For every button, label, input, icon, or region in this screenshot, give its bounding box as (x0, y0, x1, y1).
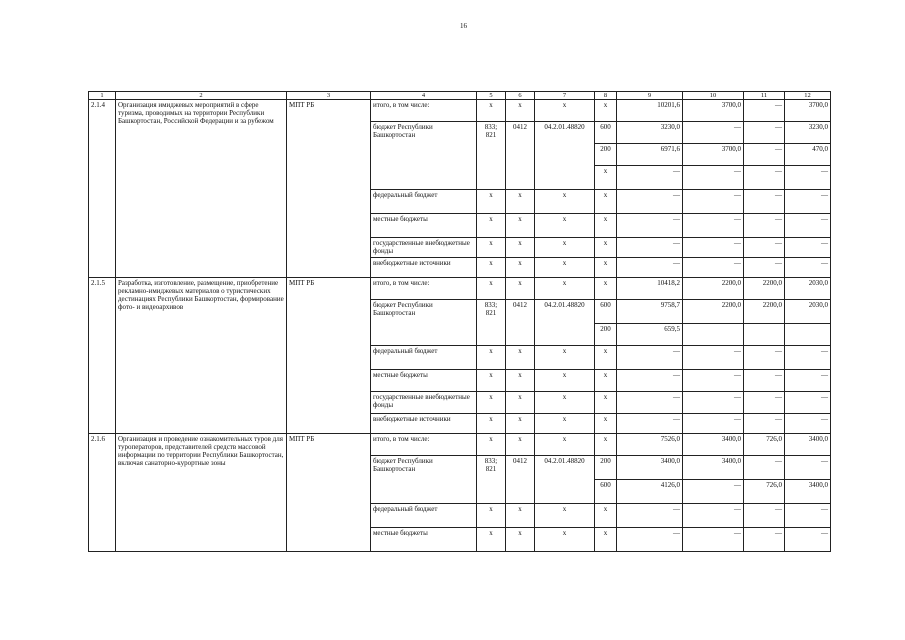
kbk-code: х (477, 258, 506, 278)
amount-year-2: 2200,0 (744, 278, 785, 300)
amount-year-1: 3400,0 (683, 456, 744, 480)
amount-year-3: — (785, 528, 831, 552)
funding-source: местные бюджеты (371, 214, 477, 238)
amount-year-1: — (683, 528, 744, 552)
budget-row (89, 434, 831, 456)
target-article: х (535, 214, 595, 238)
header-cell: 2 (116, 92, 287, 100)
funding-source: государственные внебюджетные фонды (371, 392, 477, 414)
section-code: х (506, 238, 535, 258)
kbk-code: х (477, 392, 506, 414)
amount-total: 3230,0 (617, 122, 683, 144)
amount-year-2: — (744, 100, 785, 122)
section-code: х (506, 370, 535, 392)
section-code: х (506, 258, 535, 278)
expense-type: х (595, 346, 617, 370)
kbk-code: х (477, 214, 506, 238)
amount-year-1: 2200,0 (683, 278, 744, 300)
expense-type: 600 (595, 300, 617, 324)
funding-source: итого, в том числе: (371, 100, 477, 122)
header-cell: 9 (617, 92, 683, 100)
expense-type: 600 (595, 122, 617, 144)
amount-total: 7526,0 (617, 434, 683, 456)
amount-total: — (617, 166, 683, 190)
funding-source: итого, в том числе: (371, 434, 477, 456)
amount-year-2: 2200,0 (744, 300, 785, 324)
amount-year-1: — (683, 392, 744, 414)
target-article: х (535, 370, 595, 392)
kbk-code: х (477, 434, 506, 456)
amount-year-1: — (683, 414, 744, 434)
header-cell: 3 (287, 92, 371, 100)
amount-year-3: — (785, 238, 831, 258)
target-article: 04.2.01.48820 (535, 456, 595, 504)
kbk-code: х (477, 414, 506, 434)
funding-source: государственные внебюджетные фонды (371, 238, 477, 258)
target-article: 04.2.01.48820 (535, 122, 595, 190)
amount-year-1: — (683, 480, 744, 504)
amount-year-1: 3700,0 (683, 144, 744, 166)
amount-year-1: — (683, 122, 744, 144)
amount-year-3 (785, 324, 831, 346)
target-article: х (535, 238, 595, 258)
amount-year-3: — (785, 504, 831, 528)
expense-type: х (595, 434, 617, 456)
section-code: х (506, 346, 535, 370)
target-article: х (535, 258, 595, 278)
amount-total: — (617, 370, 683, 392)
target-article: х (535, 346, 595, 370)
kbk-code: х (477, 190, 506, 214)
amount-total: — (617, 528, 683, 552)
amount-year-1: — (683, 190, 744, 214)
funding-source: местные бюджеты (371, 370, 477, 392)
amount-year-3: — (785, 414, 831, 434)
amount-year-3: 3400,0 (785, 480, 831, 504)
header-cell: 10 (683, 92, 744, 100)
activity-description: Организация и проведение ознакомительных туров для туроператоров, представителей средств массовой информации по территории Республики Башкортостан, включая санаторно-курортные зоны (116, 434, 287, 552)
amount-year-2: — (744, 214, 785, 238)
funding-source: бюджет Республики Башкортостан (371, 456, 477, 504)
amount-year-1: — (683, 504, 744, 528)
funding-source: федеральный бюджет (371, 504, 477, 528)
target-article: х (535, 528, 595, 552)
expense-type: х (595, 190, 617, 214)
amount-year-3: — (785, 392, 831, 414)
amount-total: 659,5 (617, 324, 683, 346)
amount-year-3: 2030,0 (785, 300, 831, 324)
budget-row (89, 100, 831, 122)
activity-number: 2.1.4 (89, 100, 116, 278)
executor: МПТ РБ (287, 100, 371, 278)
funding-source: федеральный бюджет (371, 190, 477, 214)
expense-type: х (595, 214, 617, 238)
amount-year-2: — (744, 258, 785, 278)
kbk-code: 833; 821 (477, 122, 506, 190)
amount-total: 3400,0 (617, 456, 683, 480)
header-row (89, 92, 831, 100)
amount-year-1 (683, 324, 744, 346)
amount-year-2 (744, 324, 785, 346)
header-cell: 7 (535, 92, 595, 100)
section-code: х (506, 504, 535, 528)
amount-year-1: — (683, 370, 744, 392)
header-cell: 5 (477, 92, 506, 100)
amount-year-1: — (683, 166, 744, 190)
kbk-code: х (477, 370, 506, 392)
kbk-code: 833; 821 (477, 456, 506, 504)
program-budget-table (88, 91, 831, 552)
header-cell: 6 (506, 92, 535, 100)
amount-year-2: — (744, 122, 785, 144)
amount-total: 4126,0 (617, 480, 683, 504)
amount-year-3: 2030,0 (785, 278, 831, 300)
funding-source: внебюджетные источники (371, 258, 477, 278)
funding-source: итого, в том числе: (371, 278, 477, 300)
expense-type: 200 (595, 324, 617, 346)
amount-year-3: — (785, 258, 831, 278)
section-code: 0412 (506, 300, 535, 346)
amount-total: 6971,6 (617, 144, 683, 166)
section-code: х (506, 100, 535, 122)
amount-year-2: 726,0 (744, 434, 785, 456)
expense-type: 600 (595, 480, 617, 504)
amount-year-2: — (744, 504, 785, 528)
activity-description: Организация имиджевых мероприятий в сфере туризма, проводимых на территории Республики Башкортостан, Российской Федерации и за рубежом (116, 100, 287, 278)
section-code: х (506, 214, 535, 238)
amount-year-1: — (683, 258, 744, 278)
expense-type: 200 (595, 456, 617, 480)
amount-total: — (617, 238, 683, 258)
amount-year-2: — (744, 456, 785, 480)
funding-source: федеральный бюджет (371, 346, 477, 370)
amount-year-3: — (785, 166, 831, 190)
expense-type: х (595, 166, 617, 190)
header-cell: 11 (744, 92, 785, 100)
activity-number: 2.1.6 (89, 434, 116, 552)
target-article: 04.2.01.48820 (535, 300, 595, 346)
amount-total: — (617, 392, 683, 414)
funding-source: бюджет Республики Башкортостан (371, 300, 477, 346)
amount-total: — (617, 190, 683, 214)
amount-total: — (617, 504, 683, 528)
amount-year-2: — (744, 238, 785, 258)
amount-year-3: — (785, 190, 831, 214)
amount-total: — (617, 346, 683, 370)
kbk-code: х (477, 278, 506, 300)
amount-year-3: 3230,0 (785, 122, 831, 144)
amount-year-2: — (744, 528, 785, 552)
target-article: х (535, 392, 595, 414)
amount-year-2: — (744, 166, 785, 190)
amount-year-3: 470,0 (785, 144, 831, 166)
amount-total: 10201,6 (617, 100, 683, 122)
expense-type: х (595, 392, 617, 414)
activity-description: Разработка, изготовление, размещение, приобретение рекламно-имиджевых материалов о туристических дестинациях Республики Башкортостан, формирование фото- и видеоархивов (116, 278, 287, 434)
target-article: х (535, 434, 595, 456)
amount-year-2: — (744, 370, 785, 392)
section-code: х (506, 278, 535, 300)
amount-total: — (617, 414, 683, 434)
amount-total: 10418,2 (617, 278, 683, 300)
amount-year-3: 3700,0 (785, 100, 831, 122)
amount-year-3: — (785, 370, 831, 392)
section-code: х (506, 434, 535, 456)
expense-type: 200 (595, 144, 617, 166)
expense-type: х (595, 238, 617, 258)
funding-source: бюджет Республики Башкортостан (371, 122, 477, 190)
amount-year-3: 3400,0 (785, 434, 831, 456)
amount-year-2: 726,0 (744, 480, 785, 504)
section-code: х (506, 528, 535, 552)
amount-total: 9758,7 (617, 300, 683, 324)
expense-type: х (595, 528, 617, 552)
expense-type: х (595, 100, 617, 122)
amount-year-1: — (683, 346, 744, 370)
kbk-code: х (477, 504, 506, 528)
amount-year-3: — (785, 214, 831, 238)
amount-year-1: 3700,0 (683, 100, 744, 122)
page-number: 16 (460, 22, 467, 30)
activity-number: 2.1.5 (89, 278, 116, 434)
header-cell: 1 (89, 92, 116, 100)
executor: МПТ РБ (287, 434, 371, 552)
section-code: 0412 (506, 122, 535, 190)
kbk-code: х (477, 100, 506, 122)
section-code: х (506, 414, 535, 434)
target-article: х (535, 100, 595, 122)
funding-source: местные бюджеты (371, 528, 477, 552)
target-article: х (535, 190, 595, 214)
amount-year-3: — (785, 346, 831, 370)
amount-year-1: 2200,0 (683, 300, 744, 324)
amount-year-3: — (785, 456, 831, 480)
funding-source: внебюджетные источники (371, 414, 477, 434)
amount-year-2: — (744, 392, 785, 414)
header-cell: 8 (595, 92, 617, 100)
amount-total: — (617, 214, 683, 238)
target-article: х (535, 504, 595, 528)
amount-year-1: — (683, 238, 744, 258)
executor: МПТ РБ (287, 278, 371, 434)
amount-year-2: — (744, 144, 785, 166)
kbk-code: х (477, 528, 506, 552)
expense-type: х (595, 370, 617, 392)
budget-row (89, 278, 831, 300)
amount-year-1: 3400,0 (683, 434, 744, 456)
section-code: 0412 (506, 456, 535, 504)
expense-type: х (595, 258, 617, 278)
amount-year-2: — (744, 414, 785, 434)
amount-year-2: — (744, 346, 785, 370)
amount-total: — (617, 258, 683, 278)
expense-type: х (595, 278, 617, 300)
target-article: х (535, 414, 595, 434)
kbk-code: х (477, 238, 506, 258)
section-code: х (506, 190, 535, 214)
header-cell: 12 (785, 92, 831, 100)
amount-year-1: — (683, 214, 744, 238)
target-article: х (535, 278, 595, 300)
section-code: х (506, 392, 535, 414)
amount-year-2: — (744, 190, 785, 214)
expense-type: х (595, 414, 617, 434)
kbk-code: 833; 821 (477, 300, 506, 346)
kbk-code: х (477, 346, 506, 370)
header-cell: 4 (371, 92, 477, 100)
expense-type: х (595, 504, 617, 528)
